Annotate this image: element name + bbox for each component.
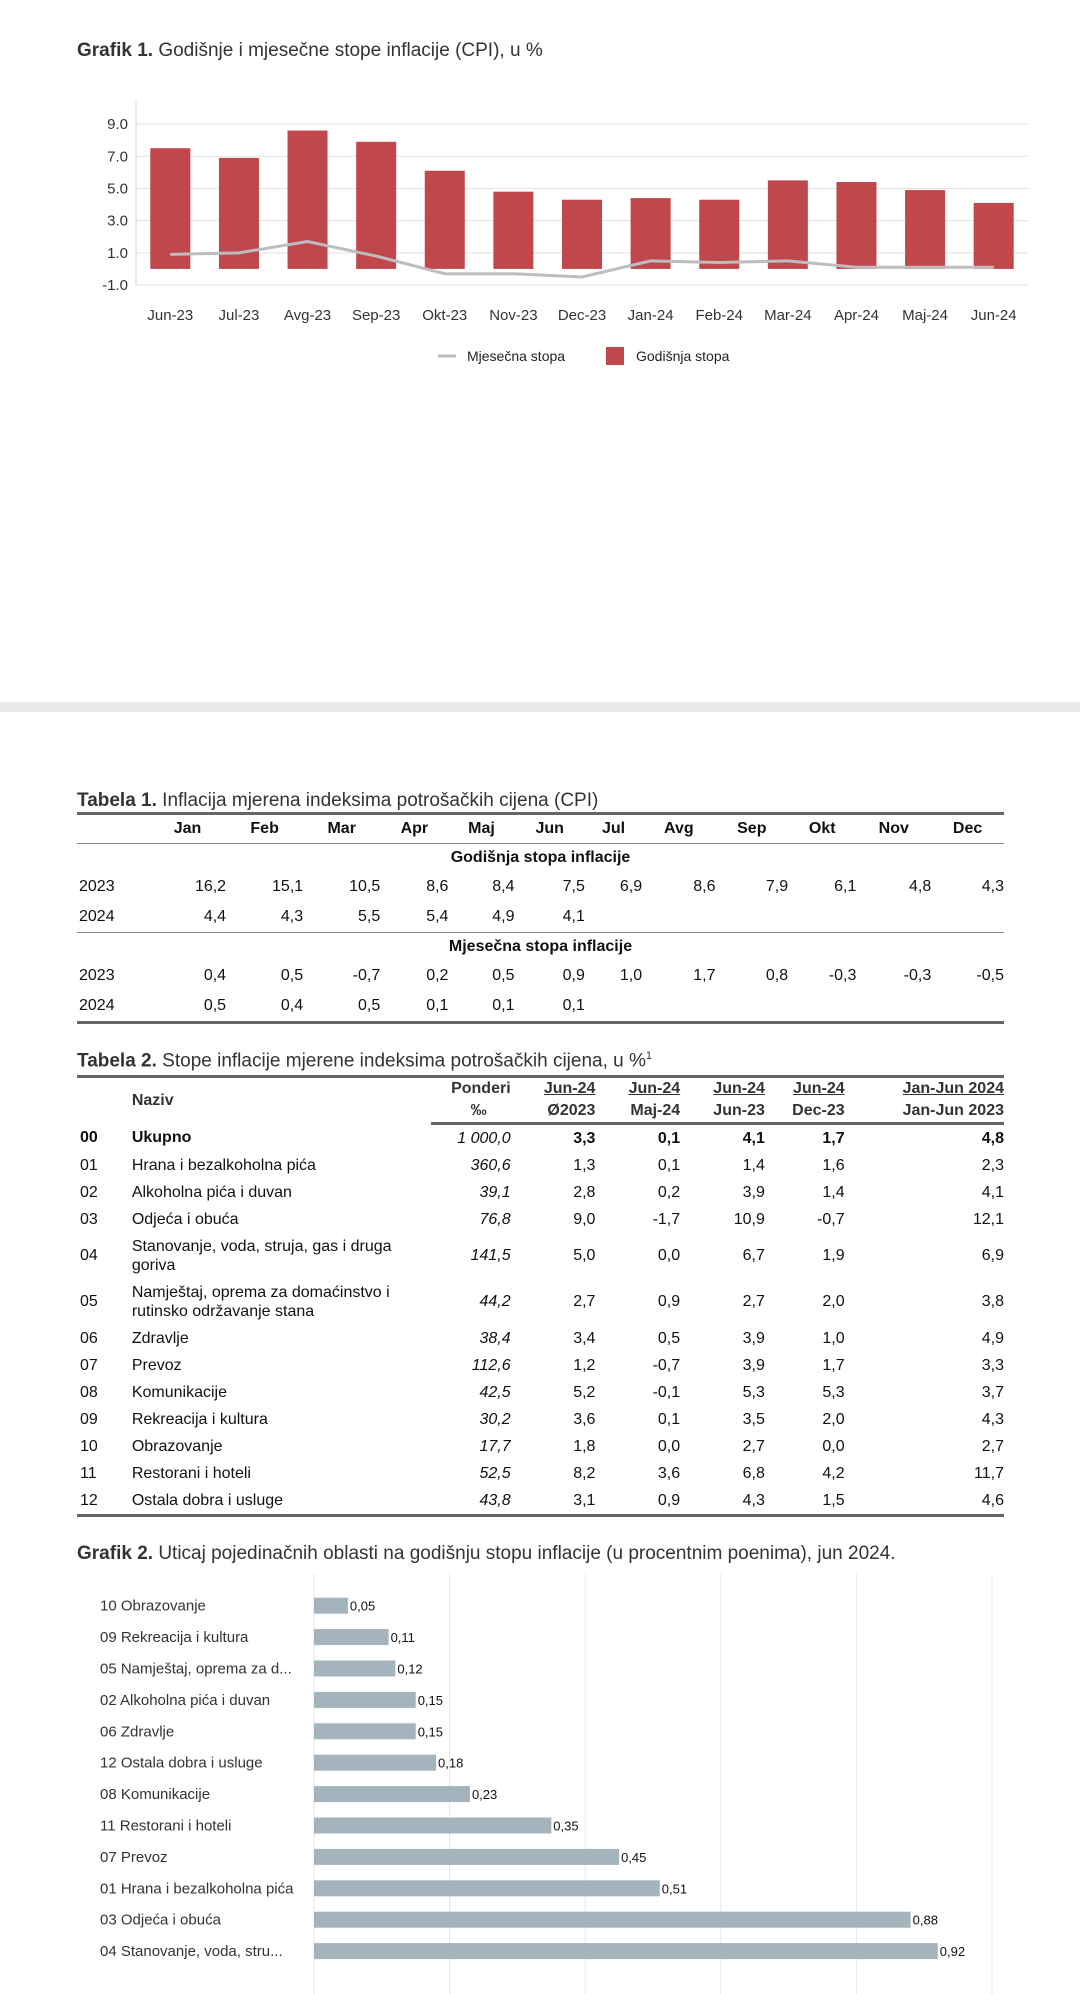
value-cell: 1,8 — [573, 1437, 596, 1455]
year-cell: 2024 — [79, 908, 115, 925]
table2-title-text: Stope inflacije mjerene indeksima potrošačkih cijena, u % — [156, 1050, 646, 1072]
cpi-inflation-table — [77, 812, 1004, 1024]
bar-jun-23 — [150, 148, 190, 269]
value-cell: 0,1 — [657, 1410, 681, 1428]
weight-cell: 1 000,0 — [457, 1129, 511, 1147]
table1-header-row — [77, 814, 1004, 844]
weight-cell: 44,2 — [479, 1293, 511, 1310]
x-tick-label: Apr-24 — [833, 307, 879, 324]
value-cell: 5,3 — [822, 1383, 845, 1401]
value-cell: 4,1 — [981, 1183, 1004, 1201]
category-name: Ostala dobra i usluge — [131, 1492, 284, 1509]
value-cell: 8,6 — [426, 878, 449, 895]
chart1-title-text: Godišnje i mjesečne stope inflacije (CPI), u % — [153, 40, 543, 61]
value-cell: 1,3 — [573, 1156, 596, 1174]
value-cell: 10,9 — [733, 1210, 765, 1228]
value-cell: 5,3 — [742, 1383, 765, 1401]
bar-06-zdravlje — [314, 1723, 416, 1739]
bar-mar-24 — [768, 180, 808, 269]
table2-col5-header: Jan-Jun 2024 — [902, 1080, 1004, 1097]
value-cell: 6,9 — [619, 878, 643, 895]
month-header-dec: Dec — [931, 814, 1004, 844]
value-cell: 4,3 — [981, 878, 1004, 895]
bar-jun-24 — [974, 203, 1014, 269]
table2-col4-header: Jun-24 — [793, 1080, 845, 1097]
bar-jan-24 — [631, 198, 671, 269]
bar-dec-23 — [562, 200, 602, 269]
data-label: 0,51 — [661, 1881, 688, 1897]
value-cell: 3,3 — [981, 1356, 1004, 1374]
value-cell: 0,5 — [492, 967, 515, 984]
category-code: 08 — [80, 1383, 98, 1401]
bar-10-obrazovanje — [314, 1598, 348, 1614]
y-tick-label: 9.0 — [107, 116, 128, 134]
value-cell — [931, 991, 1004, 1023]
bar-05-namje-taj-oprema-za-d — [314, 1661, 395, 1677]
category-name: Odjeća i obuća — [131, 1211, 239, 1228]
value-cell: 4,8 — [981, 1129, 1004, 1147]
table-row — [77, 1433, 1004, 1460]
value-cell: 1,0 — [619, 967, 643, 984]
value-cell: 1,7 — [822, 1129, 845, 1147]
x-tick-label: Mar-24 — [764, 307, 812, 324]
bar-maj-24 — [905, 190, 945, 269]
weight-cell: 42,5 — [479, 1383, 511, 1401]
value-cell: 3,3 — [573, 1129, 596, 1147]
category-label: 08 Komunikacije — [100, 1786, 211, 1804]
value-cell: 3,7 — [981, 1383, 1004, 1401]
bar-09-rekreacija-i-kultura — [314, 1629, 389, 1645]
month-header-maj: Maj — [448, 814, 514, 844]
value-cell: 8,2 — [573, 1464, 596, 1482]
table2-col4-subheader: Dec-23 — [765, 1100, 845, 1124]
value-cell: 15,1 — [272, 878, 304, 895]
value-cell: 0,5 — [280, 967, 304, 984]
value-cell: -0,7 — [817, 1210, 845, 1228]
category-name: Alkoholna pića i duvan — [131, 1184, 292, 1201]
value-cell: 5,4 — [426, 908, 449, 925]
weight-cell: 38,4 — [479, 1329, 511, 1347]
data-label: 0,12 — [397, 1661, 423, 1677]
inflation-by-category-table — [77, 1075, 1004, 1517]
bar-okt-23 — [425, 171, 465, 269]
category-code: 09 — [80, 1410, 98, 1428]
bar-03-odje-a-i-obu-a — [314, 1912, 911, 1928]
bar-02-alkoholna-pi-a-i-duvan — [314, 1692, 416, 1708]
category-name: Restorani i hoteli — [131, 1465, 251, 1482]
table-row — [77, 1460, 1004, 1487]
category-label: 07 Prevoz — [100, 1848, 168, 1866]
value-cell: 1,5 — [822, 1491, 845, 1509]
value-cell: 1,4 — [742, 1156, 765, 1174]
value-cell: 12,1 — [972, 1210, 1004, 1228]
value-cell: 0,1 — [657, 1129, 681, 1147]
value-cell — [788, 991, 856, 1023]
table2-code-header — [77, 1077, 132, 1124]
category-label: 12 Ostala dobra i usluge — [100, 1754, 263, 1772]
value-cell: 0,9 — [562, 967, 585, 984]
category-name: Zdravlje — [131, 1330, 189, 1347]
month-header-jun: Jun — [514, 814, 584, 844]
weight-cell: 17,7 — [479, 1437, 511, 1455]
category-code: 03 — [80, 1210, 98, 1228]
value-cell — [715, 902, 788, 933]
value-cell: 4,4 — [203, 908, 227, 925]
value-cell — [642, 991, 715, 1023]
value-cell: 1,7 — [693, 967, 716, 984]
value-cell: -0,7 — [652, 1356, 681, 1374]
data-label: 0,18 — [438, 1755, 464, 1771]
value-cell: 3,9 — [742, 1329, 765, 1347]
month-header-jul: Jul — [585, 814, 642, 844]
value-cell: -0,3 — [903, 967, 932, 984]
year-cell: 2023 — [79, 878, 115, 895]
table-row — [77, 991, 1004, 1023]
bar-01-hrana-i-bezalkoholna-pi-a — [314, 1880, 660, 1896]
value-cell: 3,6 — [573, 1410, 596, 1428]
x-tick-label: Jun-24 — [970, 307, 1017, 324]
table2-col3-header: Jun-24 — [713, 1080, 765, 1097]
bar-04-stanovanje-voda-stru — [314, 1943, 938, 1959]
table2-col3-subheader: Jun-23 — [680, 1100, 765, 1124]
value-cell: 2,0 — [822, 1410, 845, 1428]
table2-col2-subheader: Maj-24 — [595, 1100, 680, 1124]
value-cell: 16,2 — [194, 878, 227, 895]
y-tick-label: 3.0 — [107, 212, 128, 230]
table-row — [77, 872, 1004, 902]
value-cell: 0,0 — [657, 1437, 681, 1455]
value-cell: 3,5 — [742, 1410, 765, 1428]
table-row — [77, 1325, 1004, 1352]
value-cell: 3,8 — [981, 1293, 1004, 1310]
table-row — [77, 1233, 1004, 1279]
value-cell — [715, 991, 788, 1023]
value-cell: 1,6 — [822, 1156, 845, 1174]
bar-apr-24 — [836, 182, 876, 269]
table1-title-number: Tabela 1. — [77, 790, 157, 811]
value-cell: 2,7 — [573, 1293, 596, 1310]
value-cell: 6,8 — [742, 1464, 765, 1482]
table2-col1-subheader: Ø2023 — [511, 1100, 596, 1124]
value-cell: 5,2 — [573, 1383, 596, 1401]
value-cell: 2,7 — [742, 1293, 765, 1310]
data-label: 0,15 — [417, 1724, 444, 1740]
value-cell: 10,5 — [349, 878, 381, 895]
value-cell: -0,3 — [828, 967, 857, 984]
data-label: 0,45 — [621, 1849, 647, 1865]
legend-bar-label: Godišnja stopa — [636, 348, 730, 364]
value-cell: 0,5 — [657, 1329, 681, 1347]
table-row — [77, 1206, 1004, 1233]
table2-col5-subheader: Jan-Jun 2023 — [845, 1100, 1004, 1124]
table-row — [77, 1179, 1004, 1206]
value-cell: 4,1 — [742, 1129, 765, 1147]
value-cell: 2,0 — [822, 1293, 845, 1310]
value-cell — [856, 991, 931, 1023]
bar-12-ostala-dobra-i-usluge — [314, 1755, 436, 1771]
table-row — [77, 1487, 1004, 1516]
value-cell: 1,9 — [822, 1247, 845, 1264]
inflation-contribution-chart — [0, 1574, 1080, 1994]
y-tick-label: 1.0 — [107, 244, 128, 262]
x-tick-label: Nov-23 — [489, 307, 538, 324]
category-name: Komunikacije — [131, 1384, 227, 1401]
value-cell — [585, 902, 642, 933]
section-divider — [0, 702, 1080, 712]
value-cell: 0,9 — [657, 1293, 681, 1310]
value-cell: 0,5 — [203, 997, 227, 1014]
value-cell: 5,5 — [357, 908, 381, 925]
value-cell: 0,1 — [562, 997, 585, 1014]
bar-avg-23 — [288, 131, 328, 269]
bar-sep-23 — [356, 142, 396, 269]
category-name: Stanovanje, voda, struja, gas i druga goriva — [131, 1238, 392, 1274]
category-code: 05 — [80, 1293, 98, 1310]
category-label: 10 Obrazovanje — [100, 1597, 206, 1615]
table2-ponderi-header: Ponderi — [451, 1080, 511, 1097]
value-cell — [585, 991, 642, 1023]
value-cell — [931, 902, 1004, 933]
category-code: 10 — [80, 1437, 98, 1455]
weight-cell: 39,1 — [479, 1183, 511, 1201]
value-cell: 0,0 — [657, 1247, 681, 1264]
value-cell: 9,0 — [573, 1210, 596, 1228]
section-row — [77, 844, 1004, 873]
category-label: 04 Stanovanje, voda, stru... — [100, 1943, 283, 1961]
month-header-avg: Avg — [642, 814, 715, 844]
value-cell — [788, 902, 856, 933]
category-name: Ukupno — [131, 1129, 192, 1147]
value-cell: 2,8 — [573, 1183, 596, 1201]
table-row — [77, 1352, 1004, 1379]
value-cell: 8,6 — [693, 878, 716, 895]
value-cell — [642, 902, 715, 933]
x-tick-label: Maj-24 — [902, 307, 949, 324]
value-cell: 4,1 — [562, 908, 585, 925]
data-label: 0,15 — [417, 1692, 444, 1708]
bar-07-prevoz — [314, 1849, 619, 1865]
data-label: 0,05 — [349, 1598, 376, 1614]
data-label: 0,23 — [471, 1787, 498, 1803]
chart2-title-number: Grafik 2. — [77, 1543, 154, 1564]
table2-header-row — [77, 1077, 1004, 1101]
value-cell: 8,4 — [492, 878, 515, 895]
section-row — [77, 933, 1004, 962]
value-cell: -0,7 — [352, 967, 381, 984]
table-row — [77, 1406, 1004, 1433]
y-tick-label: 5.0 — [107, 180, 128, 198]
table1-title-text: Inflacija mjerena indeksima potrošačkih cijena (CPI) — [156, 790, 599, 811]
table1-title — [77, 790, 598, 812]
value-cell: 3,4 — [573, 1329, 596, 1347]
data-label: 0,88 — [912, 1912, 938, 1928]
value-cell: 4,8 — [908, 878, 932, 895]
table2-title-footnote: 1 — [645, 1050, 653, 1062]
value-cell: 4,9 — [492, 908, 515, 925]
weight-cell: 360,6 — [470, 1156, 511, 1174]
table2-title — [77, 1050, 652, 1072]
table2-col1-header: Jun-24 — [543, 1080, 596, 1097]
bar-feb-24 — [699, 200, 739, 269]
weight-cell: 76,8 — [479, 1210, 511, 1228]
value-cell: 0,2 — [657, 1183, 681, 1201]
category-code: 00 — [80, 1128, 98, 1146]
value-cell: 2,7 — [981, 1437, 1004, 1455]
value-cell: 3,9 — [742, 1183, 765, 1201]
bar-11-restorani-i-hoteli — [314, 1818, 551, 1834]
weight-cell: 52,5 — [479, 1464, 511, 1482]
category-label: 05 Namještaj, oprema za d... — [100, 1660, 292, 1678]
x-tick-label: Avg-23 — [283, 307, 332, 324]
category-name: Obrazovanje — [131, 1438, 223, 1455]
month-header-nov: Nov — [856, 814, 931, 844]
year-cell: 2024 — [79, 997, 115, 1014]
category-code: 06 — [80, 1329, 98, 1347]
value-cell: 0,1 — [492, 997, 515, 1014]
month-header-okt: Okt — [788, 814, 856, 844]
value-cell: 5,0 — [573, 1247, 596, 1264]
data-label: 0,35 — [553, 1818, 579, 1834]
chart1-title-number: Grafik 1. — [77, 40, 154, 61]
value-cell: 1,4 — [822, 1183, 845, 1201]
value-cell: 0,2 — [426, 967, 449, 984]
value-cell: 0,1 — [426, 997, 449, 1014]
category-label: 02 Alkoholna pića i duvan — [100, 1691, 271, 1709]
value-cell: 7,5 — [562, 878, 585, 895]
table-row — [77, 1279, 1004, 1325]
value-cell: 0,4 — [203, 967, 227, 984]
category-label: 01 Hrana i bezalkoholna pića — [100, 1880, 294, 1898]
value-cell: 0,9 — [657, 1491, 681, 1509]
value-cell: 6,7 — [742, 1247, 765, 1264]
value-cell: 4,3 — [742, 1491, 765, 1509]
category-name: Namještaj, oprema za domaćinstvo i rutinsko održavanje stana — [131, 1284, 390, 1320]
chart2-title-text: Uticaj pojedinačnih oblasti na godišnju stopu inflacije (u procentnim poenima), jun 2024. — [153, 1543, 896, 1564]
month-header-sep: Sep — [715, 814, 788, 844]
value-cell: 0,1 — [657, 1156, 681, 1174]
category-code: 01 — [80, 1156, 98, 1174]
section-label: Godišnja stopa inflacije — [450, 849, 631, 866]
table1-year-header — [77, 814, 149, 844]
weight-cell: 141,5 — [470, 1247, 511, 1264]
weight-cell: 43,8 — [479, 1491, 511, 1509]
category-label: 06 Zdravlje — [100, 1723, 175, 1741]
table2-ponderi-unit: ‰ — [431, 1100, 511, 1124]
value-cell: 2,7 — [742, 1437, 765, 1455]
month-header-apr: Apr — [380, 814, 448, 844]
value-cell: 1,7 — [822, 1356, 845, 1374]
value-cell: 1,0 — [822, 1329, 845, 1347]
value-cell — [856, 902, 931, 933]
table2-naziv-header: Naziv — [131, 1091, 174, 1109]
y-tick-label: -1.0 — [102, 277, 128, 294]
legend-bar-marker — [606, 347, 624, 365]
x-tick-label: Jun-23 — [147, 307, 194, 324]
category-code: 04 — [80, 1247, 98, 1264]
value-cell: 6,1 — [834, 878, 857, 895]
bar-nov-23 — [493, 192, 533, 269]
month-header-feb: Feb — [226, 814, 303, 844]
x-tick-label: Feb-24 — [695, 307, 743, 324]
value-cell: 0,8 — [765, 967, 789, 984]
bar-08-komunikacije — [314, 1786, 470, 1802]
weight-cell: 112,6 — [471, 1356, 511, 1374]
value-cell: 4,3 — [981, 1410, 1004, 1428]
value-cell: 0,5 — [357, 997, 381, 1014]
inflation-rates-chart — [0, 80, 1080, 460]
value-cell: -0,1 — [652, 1383, 681, 1401]
table-row — [77, 1379, 1004, 1406]
category-label: 09 Rekreacija i kultura — [100, 1629, 249, 1647]
chart1-title — [77, 40, 543, 62]
value-cell: 7,9 — [765, 878, 789, 895]
table-row — [77, 902, 1004, 933]
weight-cell: 30,2 — [479, 1410, 511, 1428]
category-code: 12 — [80, 1491, 98, 1509]
value-cell: 1,2 — [573, 1356, 596, 1374]
value-cell: 2,3 — [981, 1156, 1004, 1174]
month-header-mar: Mar — [303, 814, 380, 844]
value-cell: -0,5 — [976, 967, 1004, 984]
category-code: 07 — [80, 1356, 98, 1374]
value-cell: -1,7 — [652, 1210, 681, 1228]
x-tick-label: Jan-24 — [627, 307, 674, 324]
year-cell: 2023 — [79, 967, 115, 984]
data-label: 0,92 — [939, 1944, 966, 1960]
value-cell: 4,9 — [981, 1329, 1004, 1347]
x-tick-label: Okt-23 — [422, 307, 468, 324]
category-code: 11 — [80, 1464, 97, 1482]
value-cell: 3,9 — [742, 1356, 765, 1374]
table2-title-number: Tabela 2. — [77, 1050, 157, 1072]
category-label: 11 Restorani i hoteli — [100, 1817, 232, 1835]
x-tick-label: Sep-23 — [351, 307, 401, 324]
table2-col2-header: Jun-24 — [628, 1080, 681, 1097]
value-cell: 4,6 — [981, 1491, 1004, 1509]
category-name: Rekreacija i kultura — [131, 1411, 268, 1428]
legend-line-label: Mjesečna stopa — [467, 348, 566, 364]
value-cell: 0,0 — [822, 1437, 845, 1455]
section-label: Mjesečna stopa inflacije — [77, 933, 1004, 962]
data-label: 0,11 — [390, 1630, 415, 1646]
table-row — [77, 1124, 1004, 1153]
value-cell: 0,4 — [280, 997, 304, 1014]
value-cell: 6,9 — [981, 1247, 1004, 1264]
value-cell: 4,2 — [822, 1464, 845, 1482]
category-code: 02 — [80, 1183, 98, 1201]
value-cell: 11,7 — [974, 1464, 1004, 1482]
value-cell: 3,1 — [573, 1491, 596, 1509]
table-row — [77, 1152, 1004, 1179]
month-header-jan: Jan — [149, 814, 226, 844]
category-name: Hrana i bezalkoholna pića — [131, 1157, 316, 1174]
category-name: Prevoz — [131, 1357, 182, 1374]
value-cell: 3,6 — [657, 1464, 681, 1482]
value-cell: 4,3 — [280, 908, 304, 925]
chart2-title — [77, 1543, 896, 1565]
y-tick-label: 7.0 — [107, 148, 128, 166]
x-tick-label: Dec-23 — [557, 307, 607, 324]
table-row — [77, 961, 1004, 991]
category-label: 03 Odjeća i obuća — [100, 1911, 221, 1929]
x-tick-label: Jul-23 — [218, 307, 260, 324]
